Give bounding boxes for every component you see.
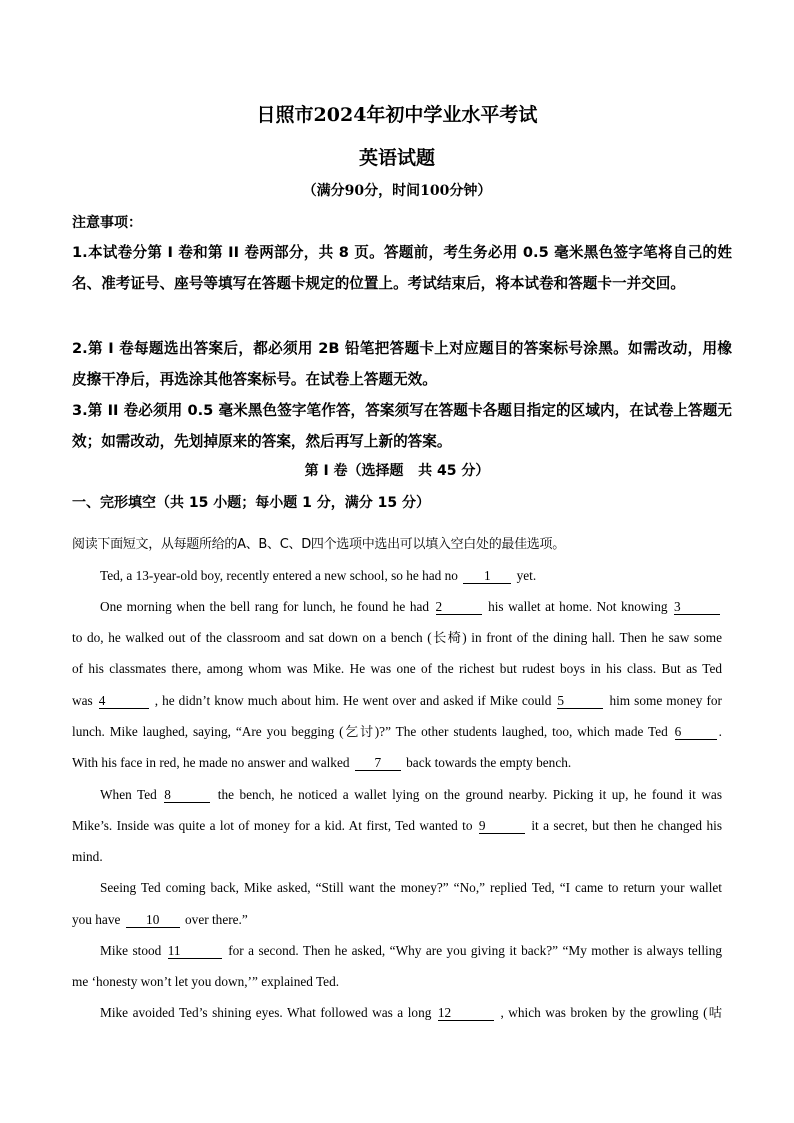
answer-blank: 4 — [99, 694, 149, 709]
instruction-text: 阅读下面短文，从每题所给的A、B、C、D四个选项中选出可以填入空白处的最佳选项。 — [72, 537, 565, 552]
passage-line: Mike avoided Ted’s shining eyes. What followed was a long 12 , which was broken by the growling (咕 — [100, 1005, 722, 1020]
answer-blank: 8 — [164, 788, 210, 803]
exam-subject: 英语试题 — [358, 147, 435, 169]
answer-blank: 12 — [438, 1006, 494, 1021]
answer-blank: 11 — [168, 944, 222, 959]
answer-blank: 3 — [674, 600, 720, 615]
notice-item-3: 3.第 II 卷必须用 0.5 毫米黑色签字笔作答，答案须写在答题卡各题目指定的区域内，在试卷上答题无效；如需改动，先划掉原来的答案，然后再写上新的答案。 — [72, 402, 732, 450]
passage-line: With his face in red, he made no answer and walked 7 back towards the empty bench. — [72, 755, 572, 770]
answer-blank: 5 — [557, 694, 603, 709]
part-heading: 一、完形填空（共 15 小题；每小题 1 分，满分 15 分） — [72, 495, 430, 511]
answer-blank: 6 — [675, 725, 717, 740]
passage-line: you have 10 over there.” — [72, 912, 248, 927]
notice-item-2: 2.第 I 卷每题选出答案后，都必须用 2B 铅笔把答题卡上对应题目的答案标号涂黑。如需改动，用橡皮擦干净后，再选涂其他答案标号。在试卷上答题无效。 — [72, 340, 732, 388]
answer-blank: 10 — [126, 913, 180, 928]
section-heading: 第 I 卷（选择题 共 45 分） — [304, 463, 490, 479]
passage-line: was 4 , he didn’t know much about him. He went over and asked if Mike could 5 him some money for — [72, 693, 722, 708]
passage-line: Mike’s. Inside was quite a lot of money for a kid. At first, Ted wanted to 9 it a secret, but then he changed his — [72, 818, 722, 833]
passage-line: When Ted 8 the bench, he noticed a wallet lying on the ground nearby. Picking it up, he found it was — [100, 787, 723, 802]
passage-line: Mike stood 11 for a second. Then he asked, “Why are you giving it back?” “My mother is always telling — [100, 943, 723, 958]
notice-item-1: 1.本试卷分第 I 卷和第 II 卷两部分，共 8 页。答题前，考生务必用 0.5 毫米黑色签字笔将自己的姓名、准考证号、座号等填写在答题卡规定的位置上。考试结束后，将本试卷和答题卡一并交回。 — [72, 244, 732, 292]
passage-line: Seeing Ted coming back, Mike asked, “Still want the money?” “No,” replied Ted, “I came to return your wallet — [100, 880, 722, 895]
passage-line: mind. — [72, 849, 103, 864]
passage-line: Ted, a 13-year-old boy, recently entered a new school, so he had no 1 yet. — [100, 568, 537, 583]
notice-heading: 注意事项： — [72, 215, 142, 231]
passage-line: of his classmates there, among whom was Mike. He was one of the richest but rudest boys in his class. But as Ted — [72, 661, 722, 676]
answer-blank: 7 — [355, 756, 401, 771]
exam-meta: （满分90分，时间100分钟） — [302, 183, 492, 199]
answer-blank: 9 — [479, 819, 525, 834]
answer-blank: 2 — [436, 600, 482, 615]
passage-line: One morning when the bell rang for lunch, he found he had 2 his wallet at home. Not knowing 3 — [100, 598, 722, 616]
passage-line: lunch. Mike laughed, saying, “Are you begging (乞讨)?” The other students laughed, too, which made Ted 6 . — [72, 724, 722, 739]
answer-blank: 1 — [463, 569, 511, 584]
passage-line: to do, he walked out of the classroom and sat down on a bench (长椅) in front of the dining hall. Then he saw some — [72, 630, 722, 645]
passage-line: me ‘honesty won’t let you down,’” explained Ted. — [72, 974, 340, 989]
exam-title: 日照市2024年初中学业水平考试 — [256, 104, 538, 126]
